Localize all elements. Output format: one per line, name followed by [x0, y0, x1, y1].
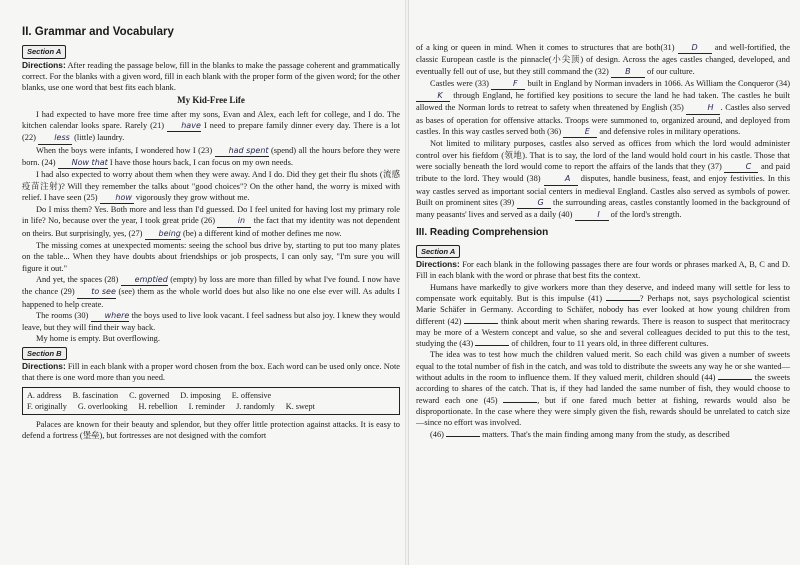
page-gutter — [405, 0, 409, 565]
answer-23: had spent — [215, 145, 269, 157]
paragraph-3: I had also expected to worry about them when they were away. And I do. Did they get their flu shots (流感疫苗注射)? Will they remember the talks about "good choices"? On the other hand, the worry is mixed with relief. I have seen (25) how vigorously they grow without me. — [22, 169, 400, 204]
paragraph-5: The missing comes at unexpected moments: seeing the school bus drive by, starting to put too many plates on the table... When they have doubts about friendships or job prospects, I can only say, "I'm sure you will figure it out." — [22, 241, 400, 273]
blank-41 — [606, 300, 640, 301]
section-b-label: Section B — [22, 347, 67, 360]
blank-43 — [475, 345, 509, 346]
blank-45 — [503, 402, 537, 403]
word-option: D. imposing — [180, 390, 221, 400]
word-option: K. swept — [285, 401, 315, 411]
word-option: J. randomly — [236, 401, 275, 411]
paragraph-2: When the boys were infants, I wondered how I (23) had spent (spend) all the hours before they were born. (24) Now that I have those hours back, I can focus on my own needs. — [22, 145, 400, 170]
paragraph-r2: Castles were (33) F built in England by Norman invaders in 1066. As William the Conqueror (34) K through England, he fortified key positions to secure the land he had taken. The castles he built allowed the Norman lords to retreat to safety when threatened by English (35) H . Castles also served as bases of operation for offensive attacks. Troops were summoned to, organized around, and deployed from castles. In this way castles served both (36) E and defensive roles in military operations. — [416, 78, 790, 138]
reading-section-a-label: Section A — [416, 245, 460, 258]
answer-31: D — [678, 42, 712, 54]
blank-44 — [718, 379, 752, 380]
answer-36: E — [563, 126, 597, 138]
answer-22: less — [38, 132, 72, 144]
answer-34: K — [416, 90, 450, 102]
answer-40: I — [575, 209, 609, 221]
section-a-label: Section A — [22, 45, 66, 58]
answer-26: in — [217, 215, 251, 227]
paragraph-r3: Not limited to military purposes, castles also served as offices from which the lord would administer control over his fiefdom (领地). That is to say, the lord of the land would hold court in his castle. Those that were socially beneath the lord would come to report the affairs of the lands that they (37) C and paid tribute to the lord. They would (38) A disputes, handle business, feast, and enjoy festivities. In this way castles served as important social centers in medieval England. Castles also served as symbols of power. Built on prominent sites (39) G the surrounding areas, castles constantly loomed in the background of many peasants' lives and served as a daily (40) I of the lord's strength. — [416, 138, 790, 221]
answer-28: emptied — [121, 274, 168, 286]
word-option: E. offensive — [231, 390, 272, 400]
word-option: I. reminder — [188, 401, 226, 411]
right-column — [416, 0, 790, 440]
answer-21: have — [167, 120, 201, 132]
paragraph-9: Palaces are known for their beauty and splendor, but they offer little protection against attacks. It is easy to defend a fortress (堡垒), but fortresses are not designed with the comfort — [22, 419, 400, 440]
answer-35: H — [686, 102, 720, 114]
answer-37: C — [724, 161, 758, 173]
left-column — [22, 0, 400, 441]
directions-b: Directions: Fill in each blank with a proper word chosen from the box. Each word can be used only once. Note that there is one word more than you need. — [22, 361, 400, 383]
word-option: B. fascination — [72, 390, 119, 400]
directions-a: Directions: After reading the passage below, fill in the blanks to make the passage coherent and grammatically correct. For the blanks with a given word, fill in each blank with the proper form of the given word; for the other blanks, use one word that best fits each blank. — [22, 59, 400, 93]
answer-25: how — [100, 192, 134, 204]
section-heading-grammar: II. Grammar and Vocabulary — [22, 26, 174, 38]
word-option: H. rebellion — [138, 401, 178, 411]
passage-title: My Kid-Free Life — [177, 95, 245, 106]
paragraph-8: My home is empty. But overflowing. — [36, 334, 160, 344]
paragraph-r4: Humans have markedly to give workers more than they deserve, and indeed many will settle for less to compensate work equitably. But is this impulse (41) ? Perhaps not, says psychological scientist Marie Schäfer in Germany. According to Schäfer, nobody has ever looked at how young children from different (42) think about merit when sharing rewards. There is reason to suspect that meritocracy may be more of a Western concept and value, so she and several colleagues decided to put this to the test, studying the (43) of children, four to 11 years old, in three different cultures. — [416, 282, 791, 349]
word-option: A. address — [27, 390, 62, 400]
paragraph-r1: of a king or queen in mind. When it comes to structures that are both(31) D and well-fortified, the classic European castle is the pinnacle(小尖顶) of design. Across the ages castles changed, developed, and eventually fell out of use, but they still command the (32) B of our culture. — [416, 42, 790, 78]
answer-38: A — [544, 173, 578, 185]
paragraph-1: I had expected to have more free time after my sons, Evan and Alex, each left for college, and I do. The kitchen calendar looks spare. Rarely (21) have I need to prepare family dinner every day. There is a lot (22) less (little) laundry. — [22, 109, 400, 145]
answer-32: B — [611, 66, 645, 78]
word-option: F. originally — [27, 401, 67, 411]
paragraph-7: The rooms (30) where the boys used to live look vacant. I feel sadness but also joy. I knew they would leave, but they will find their way back. — [22, 310, 400, 333]
answer-24: Now that — [58, 157, 108, 169]
section-heading-reading: III. Reading Comprehension — [416, 227, 549, 239]
word-option: C. governed — [129, 390, 170, 400]
answer-29: to see — [77, 286, 116, 298]
directions-reading: Directions: For each blank in the following passages there are four words or phrases marked A, B, C and D. Fill in each blank with the word or phrase that best fits the context. — [416, 259, 791, 281]
paragraph-r5: The idea was to test how much the children valued merit. So each child was given a number of sweets equal to the total number of fish in the catch, and was told to distribute the sweets any way he or she wanted—without adults in the room to influence them. If they valued merit, children should (44) the sweets according to shares of the catch. That is, if they had landed the same number of fish, they would choose to reward each one (45) , but if one fared much better at fishing, rewards would also be disproportionate. In the case where they were simply given the fish, rewards should be unrelated to catch size—since no effort was involved. — [416, 350, 791, 428]
answer-39: G — [517, 197, 551, 209]
word-option: G. overlooking — [77, 401, 128, 411]
answer-30: where — [91, 310, 130, 322]
blank-42 — [464, 323, 498, 324]
blank-46 — [446, 436, 480, 437]
answer-33: F — [491, 78, 525, 90]
paragraph-6: And yet, the spaces (28) emptied (empty) by loss are more than filled by what I've found. I now have the chance (29) to see (see) them as the whole world does but also like no one else ever will. As adults I happened to help create. — [22, 274, 401, 309]
paragraph-r6: (46) matters. That's the main finding among many from the study, as described — [430, 429, 730, 439]
paragraph-4: Do I miss them? Yes. Both more and less than I'd guessed. Do I feel united for having lost my primary role in life? No, because over the year, I took great pride (26) in the fact that my identity was not dependent on theirs. But surprisingly, yes, (27) being (be) a different kind of mother defines me now. — [22, 204, 400, 240]
word-box — [22, 387, 400, 415]
answer-27: being — [145, 228, 181, 240]
